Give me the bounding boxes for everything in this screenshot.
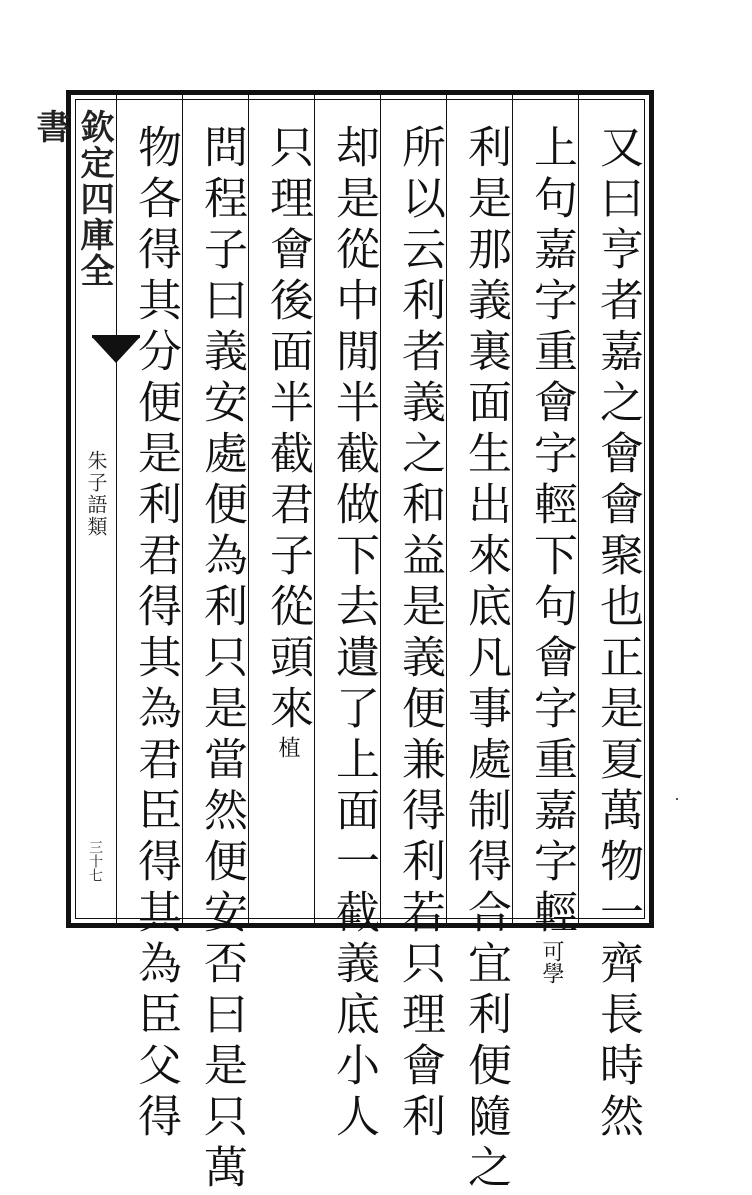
column-text: 却是從中閒半截做下去遺了上面一截義底小人 bbox=[328, 124, 379, 1144]
column-annotation: 植 bbox=[275, 736, 300, 758]
text-column-1 bbox=[584, 124, 650, 1144]
column-annotation: 可學 bbox=[539, 940, 564, 984]
column-rule bbox=[116, 95, 117, 923]
gutter-page-number: 三十七 bbox=[87, 840, 103, 882]
text-column-6 bbox=[254, 124, 320, 914]
text-column-7 bbox=[188, 124, 254, 1195]
column-text: 物各得其分便是利君得其為君臣得其為臣父得 bbox=[130, 124, 181, 1144]
gutter-book-title: 朱子語類 bbox=[84, 450, 108, 538]
column-text: 只理會後面半截君子從頭來 bbox=[262, 124, 313, 736]
page-gutter bbox=[30, 95, 116, 923]
text-column-4 bbox=[386, 124, 452, 1144]
text-column-3 bbox=[452, 124, 518, 1195]
text-column-8 bbox=[122, 124, 188, 1144]
column-text: 問程子曰義安處便為利只是當然便安否曰是只萬 bbox=[196, 124, 247, 1195]
ink-speck bbox=[676, 798, 678, 800]
text-column-2 bbox=[518, 124, 584, 984]
gutter-title: 欽定四庫全書 bbox=[30, 109, 114, 289]
column-text: 所以云利者義之和益是義便兼得利若只理會利 bbox=[394, 124, 445, 1144]
column-text: 利是那義裏面生出來底凡事處制得合宜利便隨之 bbox=[460, 124, 511, 1195]
text-column-5 bbox=[320, 124, 386, 1144]
column-text: 又曰亨者嘉之會會聚也正是夏萬物一齊長時然 bbox=[592, 124, 643, 1144]
column-text: 上句嘉字重會字輕下句會字重嘉字輕 bbox=[526, 124, 577, 940]
